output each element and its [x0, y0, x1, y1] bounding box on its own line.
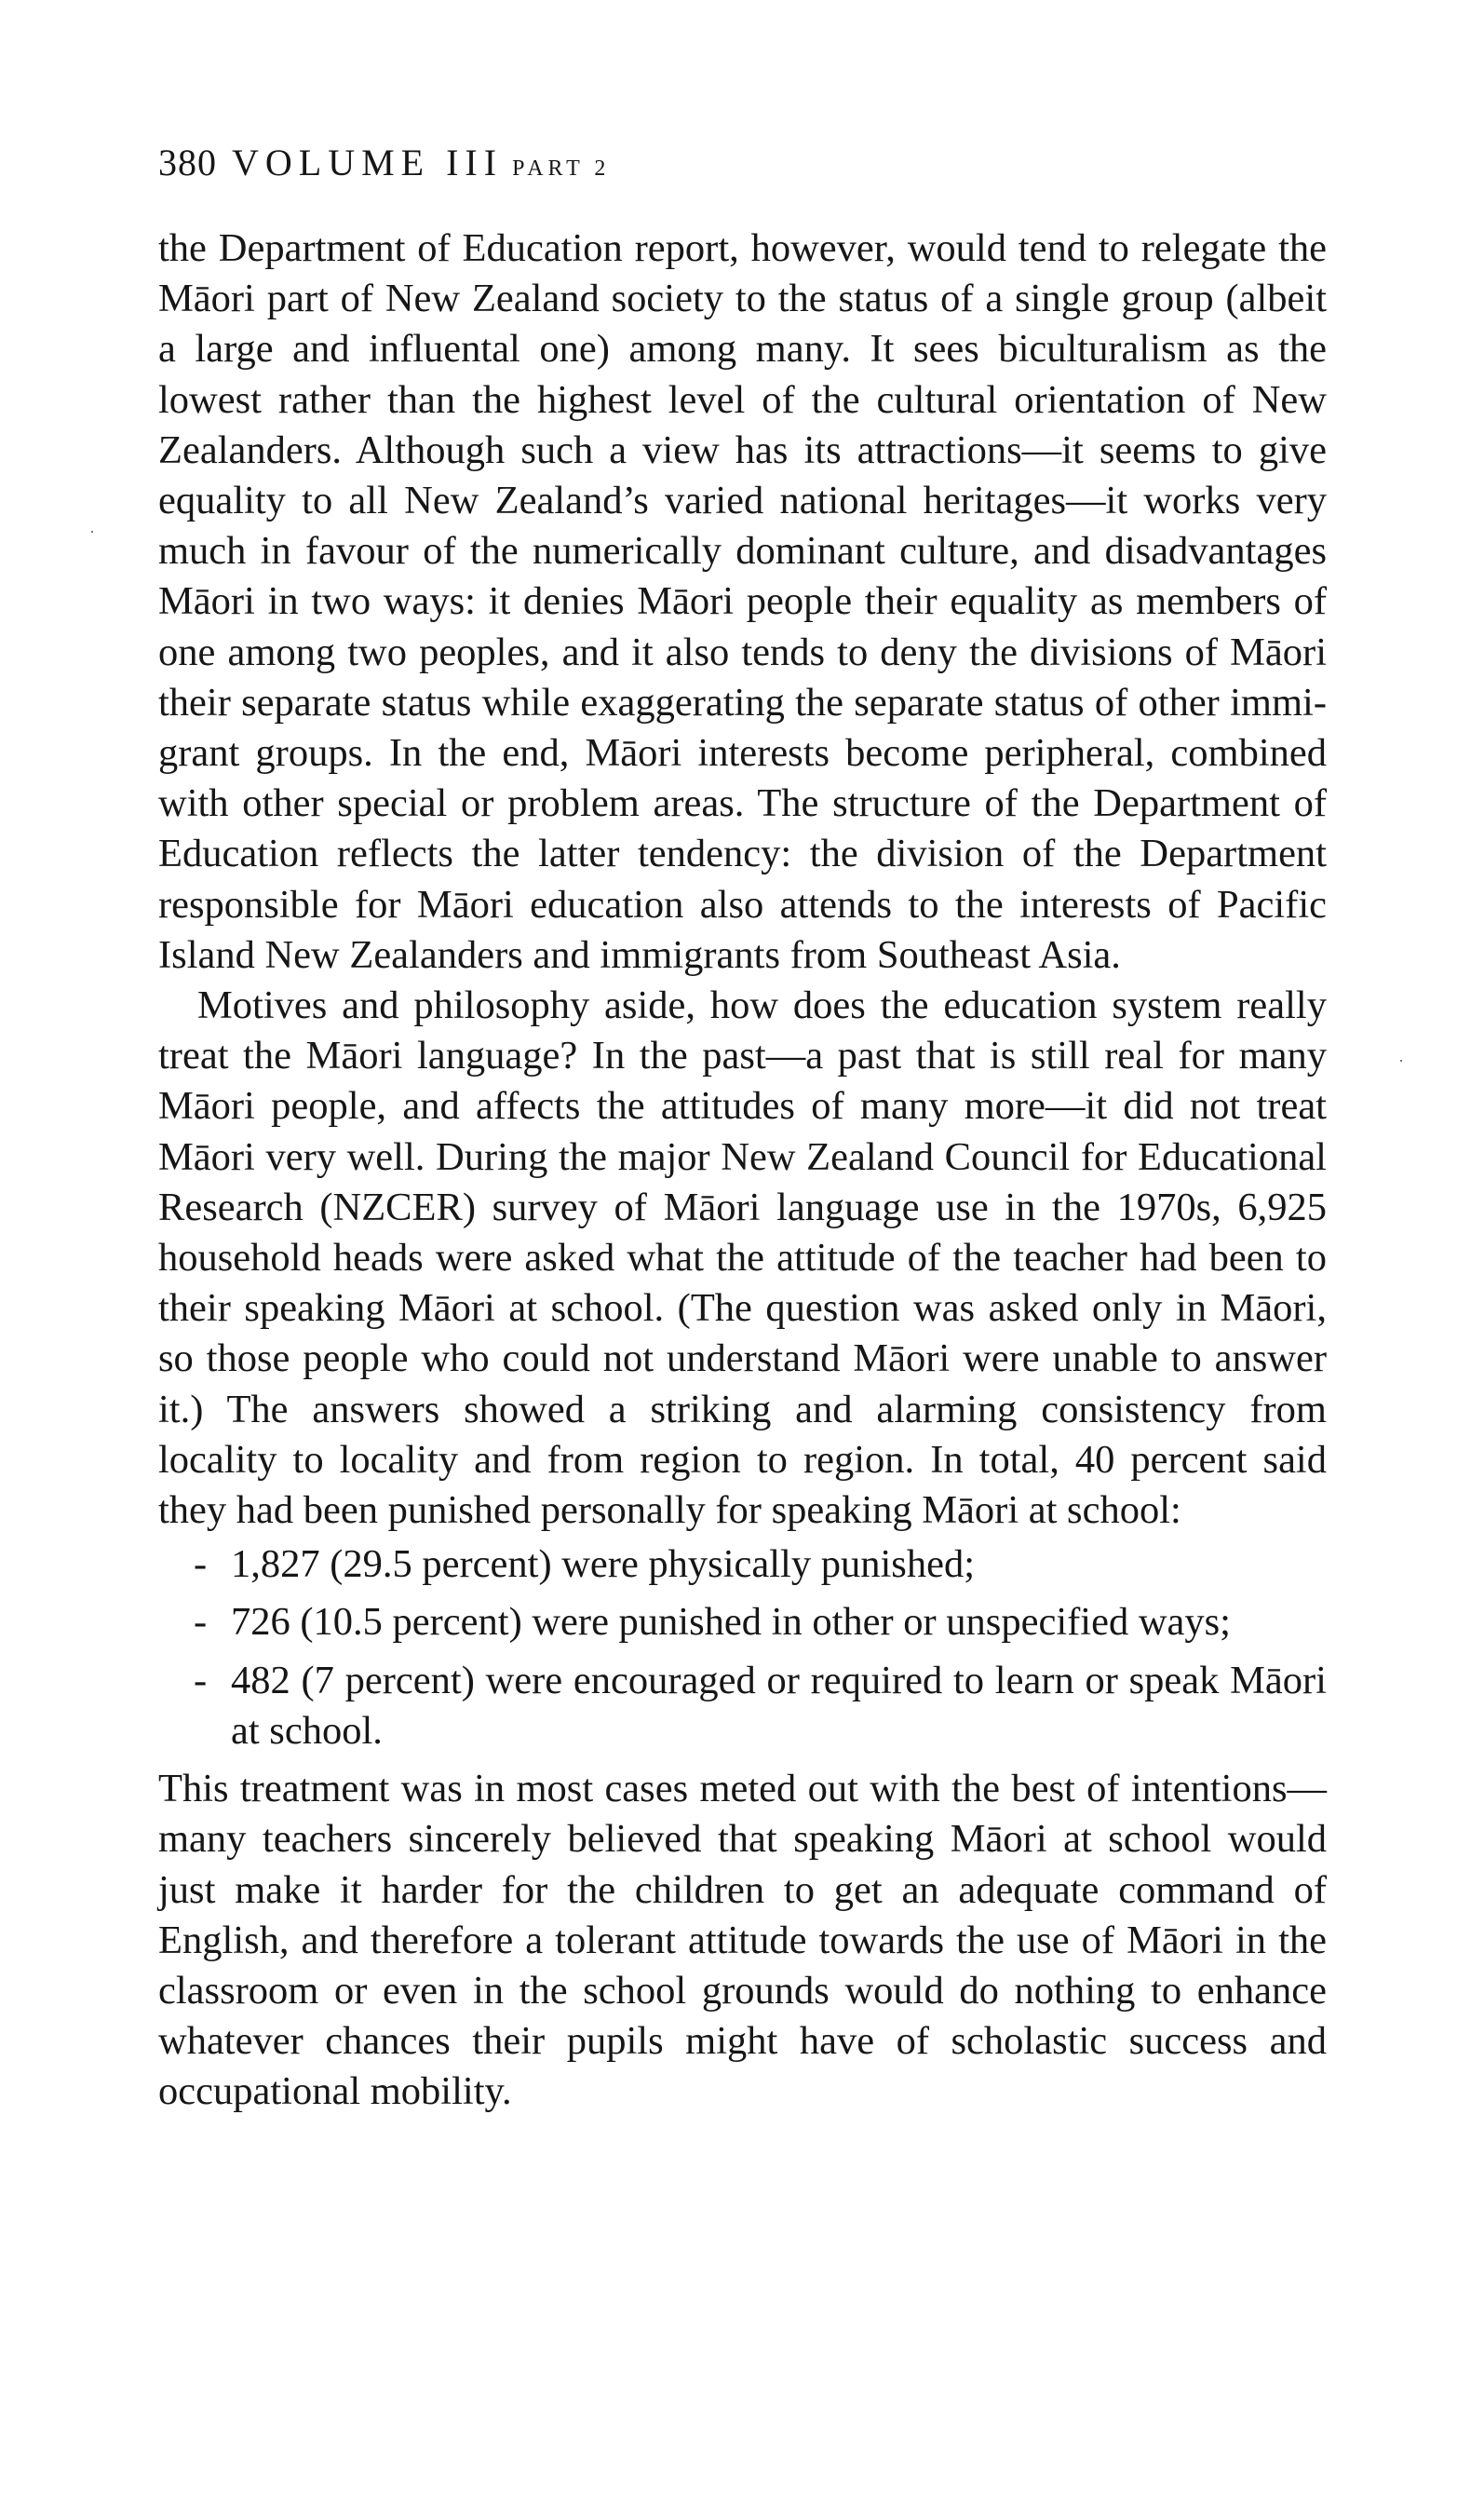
scan-speck: [1400, 1060, 1402, 1062]
list-item-text: 726 (10.5 percent) were punished in other or unspecified ways;: [231, 1600, 1231, 1645]
paragraph-1: the Department of Education report, however, would tend to relegate the Māori part of New Zealand society to the status of a single group (albeit a large and influental one) among many. It sees biculturalism as the lowest rather than the highest level of the cultural orientation of New Zealanders. Although such a view has its attractions—it seems to give equality to all New Zealand’s varied national heritages—it works very much in favour of the numerically dominant culture, and disadvantages Māori in two ways: it denies Māori people their equality as members of one among two peoples, and it also tends to deny the divisions of Māori their separate status while exaggerating the separate status of other immigrant groups. In the end, Māori interests become peripheral, combined with other special or problem areas. The structure of the Department of Education reflects the latter tendency: the division of the Department responsible for Māori education also attends to the interests of Pacific Island New Zealanders and immigrants from Southeast Asia.: [158, 226, 1327, 977]
body-text: [158, 224, 1327, 2118]
book-page: [158, 140, 1327, 2118]
part-label: PART 2: [512, 156, 611, 181]
running-head: [158, 140, 1327, 192]
page-number: 380: [158, 142, 217, 183]
list-item-text: 1,827 (29.5 percent) were physically punished;: [231, 1542, 976, 1587]
list-item: [158, 1656, 1327, 1756]
list-item-text: 482 (7 percent) were encouraged or required to learn or speak Māori at school.: [231, 1658, 1327, 1753]
scan-speck: [91, 531, 93, 533]
list-dash: -: [194, 1658, 208, 1702]
punishment-list: [158, 1539, 1327, 1756]
list-item: [158, 1539, 1327, 1590]
list-dash: -: [194, 1600, 208, 1645]
volume-label: VOLUME III: [232, 142, 504, 183]
list-dash: -: [194, 1542, 208, 1587]
list-item: [158, 1597, 1327, 1647]
paragraph-2: Motives and philosophy aside, how does the education system really treat the Māori language? In the past—a past that is still real for many Māori people, and affects the attitudes of many more—it did not treat Māori very well. During the major New Zealand Council for Educational Research (NZCER) survey of Māori language use in the 1970s, 6,925 household heads were asked what the attitude of the teacher had been to their speaking Māori at school. (The question was asked only in Māori, so those people who could not understand Māori were unable to answer it.) The answers showed a striking and alarming consistency from locality to locality and from region to region. In total, 40 percent said they had been punished personally for speaking Māori at school:: [158, 983, 1327, 1533]
paragraph-3: This treatment was in most cases meted out with the best of intentions—many teachers sincerely believed that speaking Māori at school would just make it harder for the children to get an adequate command of English, and therefore a tolerant attitude towards the use of Māori in the classroom or even in the school grounds would do nothing to enhance whatever chances their pupils might have of scholastic success and occupational mobility.: [158, 1767, 1327, 2114]
